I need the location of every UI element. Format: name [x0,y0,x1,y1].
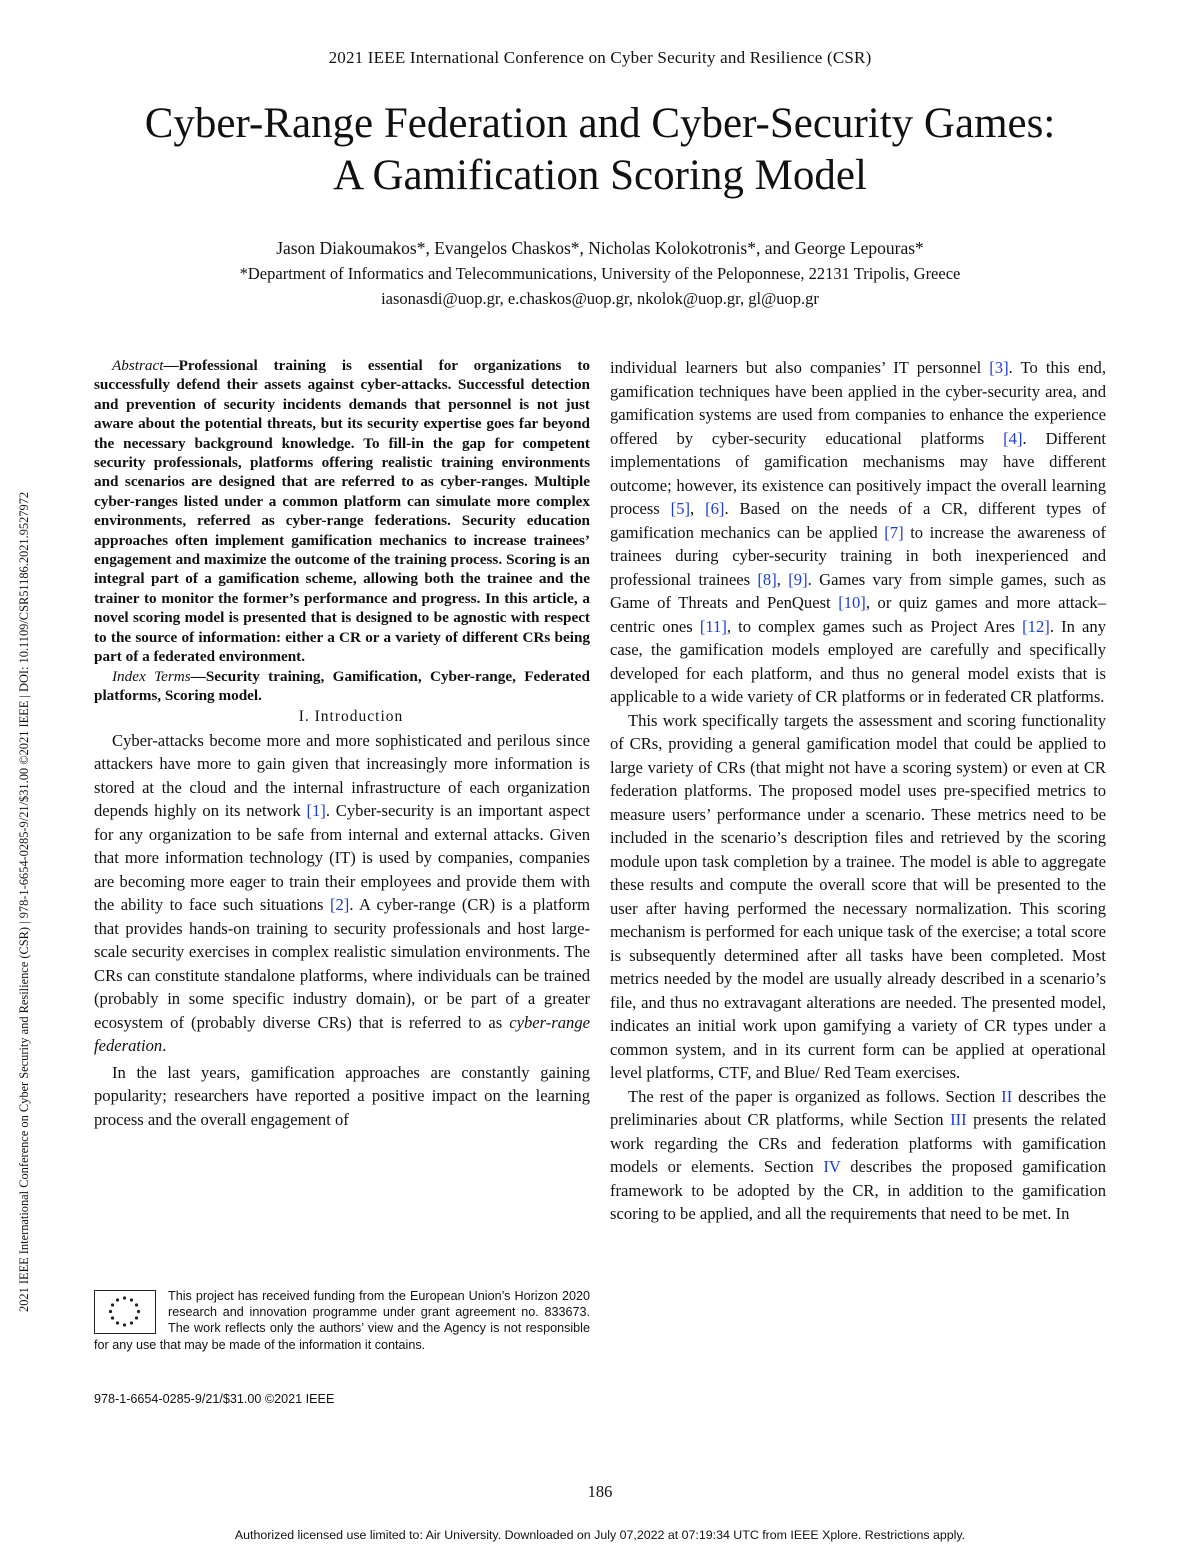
side-doi-strip [14,262,36,1312]
citation-link[interactable]: [4] [1003,428,1023,448]
text-run: . [162,1036,167,1056]
emphasis-term: cyber-range federation [94,1012,590,1056]
right-paragraph-3 [610,1085,1106,1226]
citation-link[interactable]: [12] [1022,616,1050,636]
funding-text: This project has received funding from the European Union’s Horizon 2020 research and innovation programme under grant agreement no. 833673. The work reflects only the authors’ view and the Agency is not responsible for any use that may be made of the information it contains. [94,1289,590,1352]
side-doi-text: 2021 IEEE International Conference on Cyber Security and Resilience (CSR) | 978-1-6654-0285-9/21/$31.00 ©2021 IEEE | DOI: 10.1109/CSR51186.2021.9527972 [17,491,31,1312]
text-run: . To this end, gamification techniques have been applied in the cyber-security area, and gamification systems are used from companies to enhance the experience offered by cyber-security educational platforms [610,358,1106,448]
abstract-label: Abstract [112,357,164,374]
section-link[interactable]: IV [823,1157,841,1176]
index-terms-text: —Security training, Gamification, Cyber-range, Federated platforms, Scoring model. [94,667,590,704]
index-terms [94,667,590,706]
abstract [94,356,590,667]
page-number: 186 [587,1482,613,1501]
citation-link[interactable]: [7] [884,522,904,542]
conference-header: 2021 IEEE International Conference on Cyber Security and Resilience (CSR) [328,48,872,67]
text-run: . Different implementations of gamification mechanisms may have different outcome; however, its existence can positively impact the overall learning process [610,428,1106,518]
text-run: presents the related work regarding the CRs and federation platforms with gamification models or elements. Section [610,1110,1106,1176]
text-run: . In any case, the gamification models employed are carefully and specifically developed for each platform, and thus no general model exists that is applicable to a wide variety of CR platforms or in federated CR platforms. [610,616,1107,706]
citation-link[interactable]: [6] [705,499,725,518]
title-line-1: Cyber-Range Federation and Cyber-Security Games: [144,100,1056,147]
title-line-2: A Gamification Scoring Model [333,152,867,199]
author-block [0,236,1200,311]
intro-paragraph-2: In the last years, gamification approaches are constantly gaining popularity; researchers have reported a positive impact on the learning process and the overall engagement of [94,1062,590,1129]
funding-footnote [94,1288,590,1353]
text-run: , [776,569,789,589]
license-notice: Authorized licensed use limited to: Air University. Downloaded on July 07,2022 at 07:19:34 UTC from IEEE Xplore. Restrictions apply. [234,1528,966,1542]
text-run: describes the preliminaries about CR platforms, while Section [610,1086,1106,1129]
left-column [94,356,590,1131]
citation-link[interactable]: [2] [329,895,350,915]
text-run: to increase the awareness of trainees during cyber-security training in both inexperienced and professional trainees [610,522,1106,589]
citation-link[interactable]: [8] [757,569,777,589]
eu-flag-icon [94,1290,156,1334]
right-column [610,356,1106,1226]
abstract-text: —Professional training is essential for organizations to successfully defend their assets against cyber-attacks. Successful detection and prevention of security incidents demands that personnel is not just aware about the potential threats, but its security expertise goes far beyond the necessary background knowledge. To fill-in the gap for competent security professionals, platforms offering realistic training environments and scenarios are designed that are referred to as cyber-ranges. Multiple cyber-ranges listed under a common platform can simulate more complex environments, referred as cyber-range federations. Security education approaches often implement gamification mechanics to increase trainees’ engagement and maximize the outcome of the training process. Scoring is an integral part of a gamification scheme, allowing both the trainee and the trainer to monitor the former’s performance and progress. In this article, a novel scoring model is presented that is designed to be agnostic with respect to the source of information: either a CR or a variety of different CRs being part of a federated environment. [94,357,590,666]
intro-paragraph-1 [94,729,590,1058]
affiliation: *Department of Informatics and Telecommunications, University of the Peloponnese, 22131 Tripolis, Greece [239,264,961,283]
author-list: Jason Diakoumakos*, Evangelos Chaskos*, Nicholas Kolokotronis*, and George Lepouras* [276,238,924,258]
index-terms-label: Index Terms [112,667,191,685]
text-run: . Based on the needs of a CR, different types of gamification mechanics can be applied [610,499,1106,542]
text-run: The rest of the paper is organized as follows. Section [628,1086,1002,1106]
text-run: describes the proposed gamification framework to be adopted by the CR, in addition to the gamification scoring to be applied, and all the requirements that need to be met. In [610,1157,1106,1223]
citation-link[interactable]: [1] [306,801,326,821]
citation-link[interactable]: [5] [670,499,691,518]
text-run: . Cyber-security is an important aspect for any organization to be safe from internal and external attacks. Given that more information technology (IT) is used by companies, companies are becoming more eager to train their employees and provide them with the ability to face such situations [94,801,590,915]
text-run: , [690,499,706,518]
text-run: , or quiz games and more attack–centric ones [610,593,1106,636]
section-link[interactable]: III [950,1110,967,1129]
right-paragraph-1 [610,356,1106,709]
isbn-line: 978-1-6654-0285-9/21/$31.00 ©2021 IEEE [94,1392,335,1406]
right-paragraph-2: This work specifically targets the assessment and scoring functionality of CRs, providing a general gamification model that could be applied to large variety of CRs (that might not have a scoring system) or even at CR federation platforms. The proposed model uses pre-specified metrics to measure users’ performance under a scenario. These metrics need to be included in the scenario’s description files and retrieved by the scoring module upon task completion by a trainee. The model is able to aggregate these results and compute the overall score that will be presented to the user after having performed the necessary normalization. This scoring mechanism is performed for each unique task of the exercise; a total score is subsequently determined after all tasks have been completed. Most metrics needed by the model are usually already described in a scenario’s file, and thus no extravagant alterations are needed. The presented model, indicates an initial work upon gamifying a variety of CR types under a common system, and in its current form can be applied at operational level platforms, CTF, and Blue/ Red Team exercises. [610,710,1106,1082]
text-run: . Games vary from simple games, such as Game of Threats and PenQuest [610,569,1106,612]
paper-title [60,98,1140,202]
text-run: , to complex games such as Project Ares [726,616,1023,636]
citation-link[interactable]: [9] [788,569,808,589]
citation-link[interactable]: [11] [699,616,727,636]
text-run: Cyber-attacks become more and more sophisticated and perilous since attackers have more to gain given that increasingly more information is stored at the cloud and the internal infrastructure of each organization depends highly on its network [94,730,590,821]
citation-link[interactable]: [10] [838,593,866,612]
text-run: individual learners but also companies’ IT personnel [610,358,990,377]
text-run: . A cyber-range (CR) is a platform that provides hands-on training to security professionals and host large-scale security exercises in complex realistic simulation environments. The CRs can constitute standalone platforms, where individuals can be trained (probably in some specific industry domain), or be part of a greater ecosystem of (probably diverse CRs) that is referred to as [94,895,591,1032]
section-heading-introduction: I. Introduction [298,708,404,726]
citation-link[interactable]: [3] [989,358,1009,377]
section-link[interactable]: II [1001,1086,1013,1106]
author-emails: iasonasdi@uop.gr, e.chaskos@uop.gr, nkolok@uop.gr, gl@uop.gr [381,289,819,308]
